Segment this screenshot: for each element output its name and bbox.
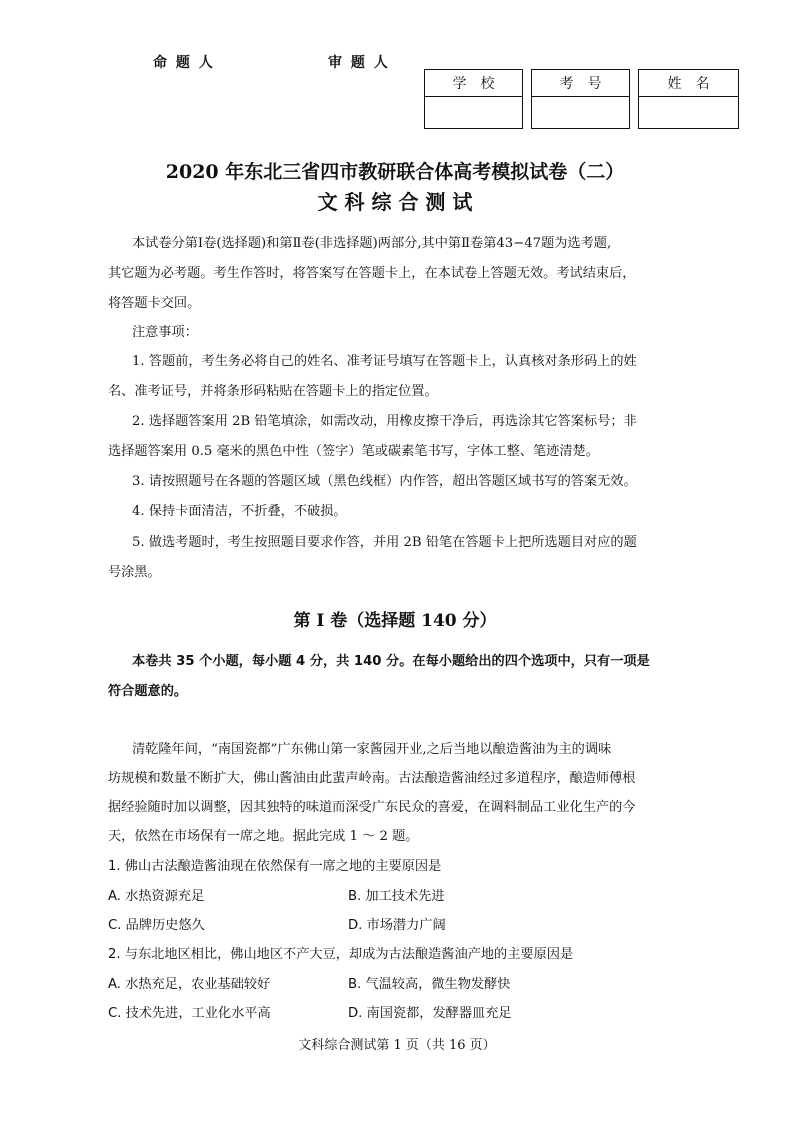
option-c[interactable]: C. 品牌历史悠久 xyxy=(108,918,205,933)
passage-line: 据经验随时加以调整，因其独特的味道而深受广东民众的喜爱，在调料制品工业化生产的今 xyxy=(108,800,636,815)
option-a[interactable]: A. 水热资源充足 xyxy=(108,889,205,904)
note-item-cont: 号涂黑。 xyxy=(108,565,161,580)
reviewer-label: 审 题 人 xyxy=(328,55,390,71)
exam-number-field-box[interactable] xyxy=(531,69,630,129)
section-description-cont: 符合题意的。 xyxy=(108,684,188,699)
option-c[interactable]: C. 技术先进，工业化水平高 xyxy=(108,1006,271,1021)
page-footer: 文科综合测试第 1 页（共 16 页） xyxy=(298,1038,496,1053)
exam-subtitle: 文 科 综 合 测 试 xyxy=(317,190,473,214)
passage-line: 天，依然在市场保有一席之地。据此完成 1 ～ 2 题。 xyxy=(108,829,419,844)
option-b[interactable]: B. 气温较高，微生物发酵快 xyxy=(348,977,511,992)
question-stem: 2. 与东北地区相比，佛山地区不产大豆，却成为古法酿造酱油产地的主要原因是 xyxy=(108,947,574,962)
passage-line: 清乾隆年间，“南国瓷都”广东佛山第一家酱园开业,之后当地以酿造酱油为主的调味 xyxy=(132,742,612,757)
name-field-box[interactable] xyxy=(638,69,739,129)
proposer-label: 命 题 人 xyxy=(153,55,215,71)
intro-line: 将答题卡交回。 xyxy=(108,296,201,311)
note-item: 5. 做选考题时，考生按照题目要求作答，并用 2B 铅笔在答题卡上把所选题目对应的题 xyxy=(132,535,637,550)
question-stem: 1. 佛山古法酿造酱油现在依然保有一席之地的主要原因是 xyxy=(108,859,442,874)
intro-line: 其它题为必考题。考生作答时，将答案写在答题卡上，在本试卷上答题无效。考试结束后， xyxy=(108,266,636,281)
section-title: 第 I 卷（选择题 140 分） xyxy=(293,611,497,631)
passage-line: 坊规模和数量不断扩大，佛山酱油由此蜚声岭南。古法酿造酱油经过多道程序，酿造师傅根 xyxy=(108,771,636,786)
option-d[interactable]: D. 南国瓷都，发酵器皿充足 xyxy=(348,1006,512,1021)
option-b[interactable]: B. 加工技术先进 xyxy=(348,889,445,904)
note-item-cont: 选择题答案用 0.5 毫米的黑色中性（签字）笔或碳素笔书写，字体工整、笔迹清楚。 xyxy=(108,444,599,459)
school-field-box[interactable] xyxy=(424,69,523,129)
exam-title: 2020 年东北三省四市教研联合体高考模拟试卷（二） xyxy=(165,161,625,183)
note-item: 3. 请按照题号在各题的答题区域（黑色线框）内作答，超出答题区域书写的答案无效。 xyxy=(132,474,637,489)
school-field-label: 学 校 xyxy=(425,70,522,97)
name-field-label: 姓 名 xyxy=(639,70,738,97)
note-item: 4. 保持卡面清洁，不折叠，不破损。 xyxy=(132,504,347,519)
section-description: 本卷共 35 个小题，每小题 4 分，共 140 分。在每小题给出的四个选项中，只有一项是 xyxy=(132,654,650,669)
intro-line: 本试卷分第Ⅰ卷(选择题)和第Ⅱ卷(非选择题)两部分,其中第Ⅱ卷第43−47题为选考题, xyxy=(132,236,612,251)
note-item-cont: 名、准考证号，并将条形码粘贴在答题卡上的指定位置。 xyxy=(108,384,438,399)
option-d[interactable]: D. 市场潜力广阔 xyxy=(348,918,446,933)
note-item: 2. 选择题答案用 2B 铅笔填涂，如需改动，用橡皮擦干净后，再选涂其它答案标号；非 xyxy=(132,414,637,429)
exam-number-field-label: 考 号 xyxy=(532,70,629,97)
notes-heading: 注意事项： xyxy=(132,325,198,340)
note-item: 1. 答题前，考生务必将自己的姓名、准考证号填写在答题卡上，认真核对条形码上的姓 xyxy=(132,354,637,369)
option-a[interactable]: A. 水热充足，农业基础较好 xyxy=(108,977,271,992)
